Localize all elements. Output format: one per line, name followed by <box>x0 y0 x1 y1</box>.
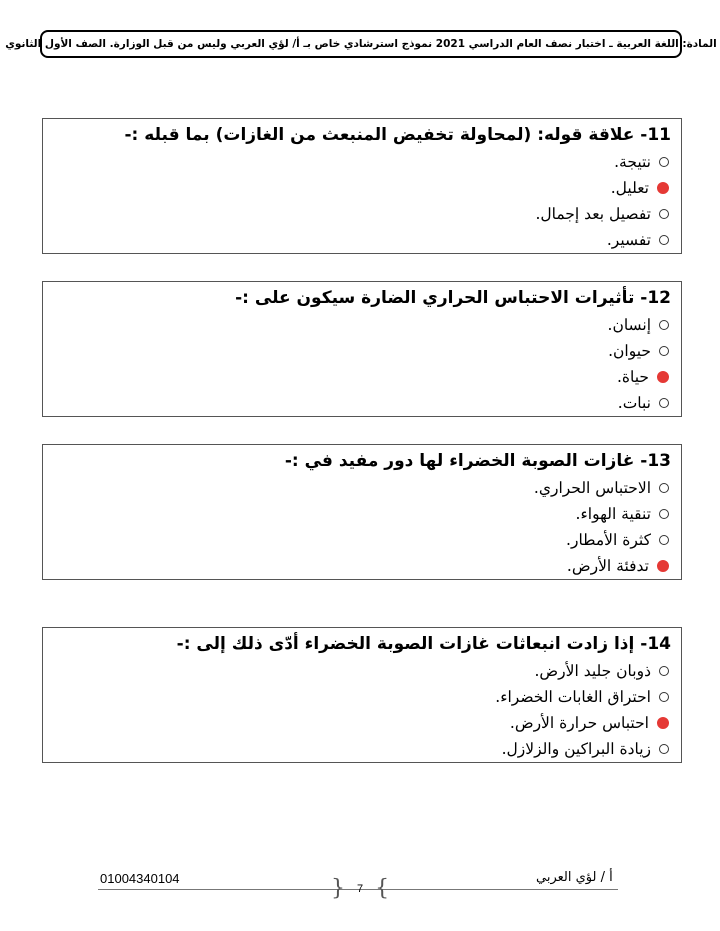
question-box-13 <box>42 444 682 580</box>
option-row[interactable] <box>53 175 671 201</box>
radio-icon[interactable] <box>659 509 669 519</box>
footer-author: أ / لؤي العربي <box>536 870 613 885</box>
option-label: تفصيل بعد إجمال. <box>535 205 651 223</box>
option-row[interactable] <box>53 684 671 710</box>
radio-selected-icon[interactable] <box>657 717 669 729</box>
option-label: احتراق الغابات الخضراء. <box>495 688 651 706</box>
option-label: تدفئة الأرض. <box>566 557 649 575</box>
option-label: زيادة البراكين والزلازل. <box>501 740 651 758</box>
option-row[interactable] <box>53 364 671 390</box>
option-label: نبات. <box>617 394 651 412</box>
footer-phone: 01004340104 <box>100 871 180 886</box>
question-box-12 <box>42 281 682 417</box>
header-text: المادة: اللغة العربية ـ اختبار نصف العام الدراسي 2021 نموذج استرشادي خاص بـ أ/ لؤي العربي وليس من قبل الوزارة. الصف الأول الثانوي <box>5 38 717 50</box>
option-label: كثرة الأمطار. <box>566 531 651 549</box>
radio-icon[interactable] <box>659 320 669 330</box>
radio-icon[interactable] <box>659 535 669 545</box>
option-row[interactable] <box>53 658 671 684</box>
option-row[interactable] <box>53 553 671 579</box>
radio-selected-icon[interactable] <box>657 371 669 383</box>
radio-icon[interactable] <box>659 666 669 676</box>
page-number-box <box>328 876 392 902</box>
radio-icon[interactable] <box>659 157 669 167</box>
radio-selected-icon[interactable] <box>657 560 669 572</box>
radio-icon[interactable] <box>659 235 669 245</box>
radio-selected-icon[interactable] <box>657 182 669 194</box>
question-title: 13- غازات الصوبة الخضراء لها دور مفيد في :- <box>284 451 671 471</box>
brace-left-icon: } <box>330 876 345 901</box>
question-box-14 <box>42 627 682 763</box>
radio-icon[interactable] <box>659 346 669 356</box>
radio-icon[interactable] <box>659 398 669 408</box>
exam-header <box>5 30 717 58</box>
option-row[interactable] <box>53 227 671 253</box>
option-row[interactable] <box>53 475 671 501</box>
option-row[interactable] <box>53 338 671 364</box>
radio-icon[interactable] <box>659 744 669 754</box>
option-label: حيوان. <box>608 342 651 360</box>
radio-icon[interactable] <box>659 209 669 219</box>
radio-icon[interactable] <box>659 692 669 702</box>
option-label: نتيجة. <box>614 153 651 171</box>
page-number: 7 <box>356 883 364 895</box>
option-row[interactable] <box>53 149 671 175</box>
question-box-11 <box>42 118 682 254</box>
option-label: تفسير. <box>606 231 651 249</box>
brace-right-icon: { <box>375 876 390 901</box>
option-row[interactable] <box>53 736 671 762</box>
option-row[interactable] <box>53 501 671 527</box>
option-label: حياة. <box>616 368 649 386</box>
option-label: إنسان. <box>607 316 651 334</box>
question-title: 11- علاقة قوله: (لمحاولة تخفيض المنبعث من الغازات) بما قبله :- <box>124 125 671 145</box>
question-title: 12- تأثيرات الاحتباس الحراري الضارة سيكون على :- <box>235 288 671 308</box>
option-label: تعليل. <box>610 179 649 197</box>
option-label: تنقية الهواء. <box>575 505 651 523</box>
radio-icon[interactable] <box>659 483 669 493</box>
option-label: احتباس حرارة الأرض. <box>509 714 649 732</box>
option-row[interactable] <box>53 390 671 416</box>
option-row[interactable] <box>53 201 671 227</box>
option-label: الاحتباس الحراري. <box>533 479 651 497</box>
question-title: 14- إذا زادت انبعاثات غازات الصوبة الخضراء أدّى ذلك إلى :- <box>176 634 671 654</box>
option-row[interactable] <box>53 710 671 736</box>
option-label: ذوبان جليد الأرض. <box>534 662 651 680</box>
option-row[interactable] <box>53 527 671 553</box>
option-row[interactable] <box>53 312 671 338</box>
